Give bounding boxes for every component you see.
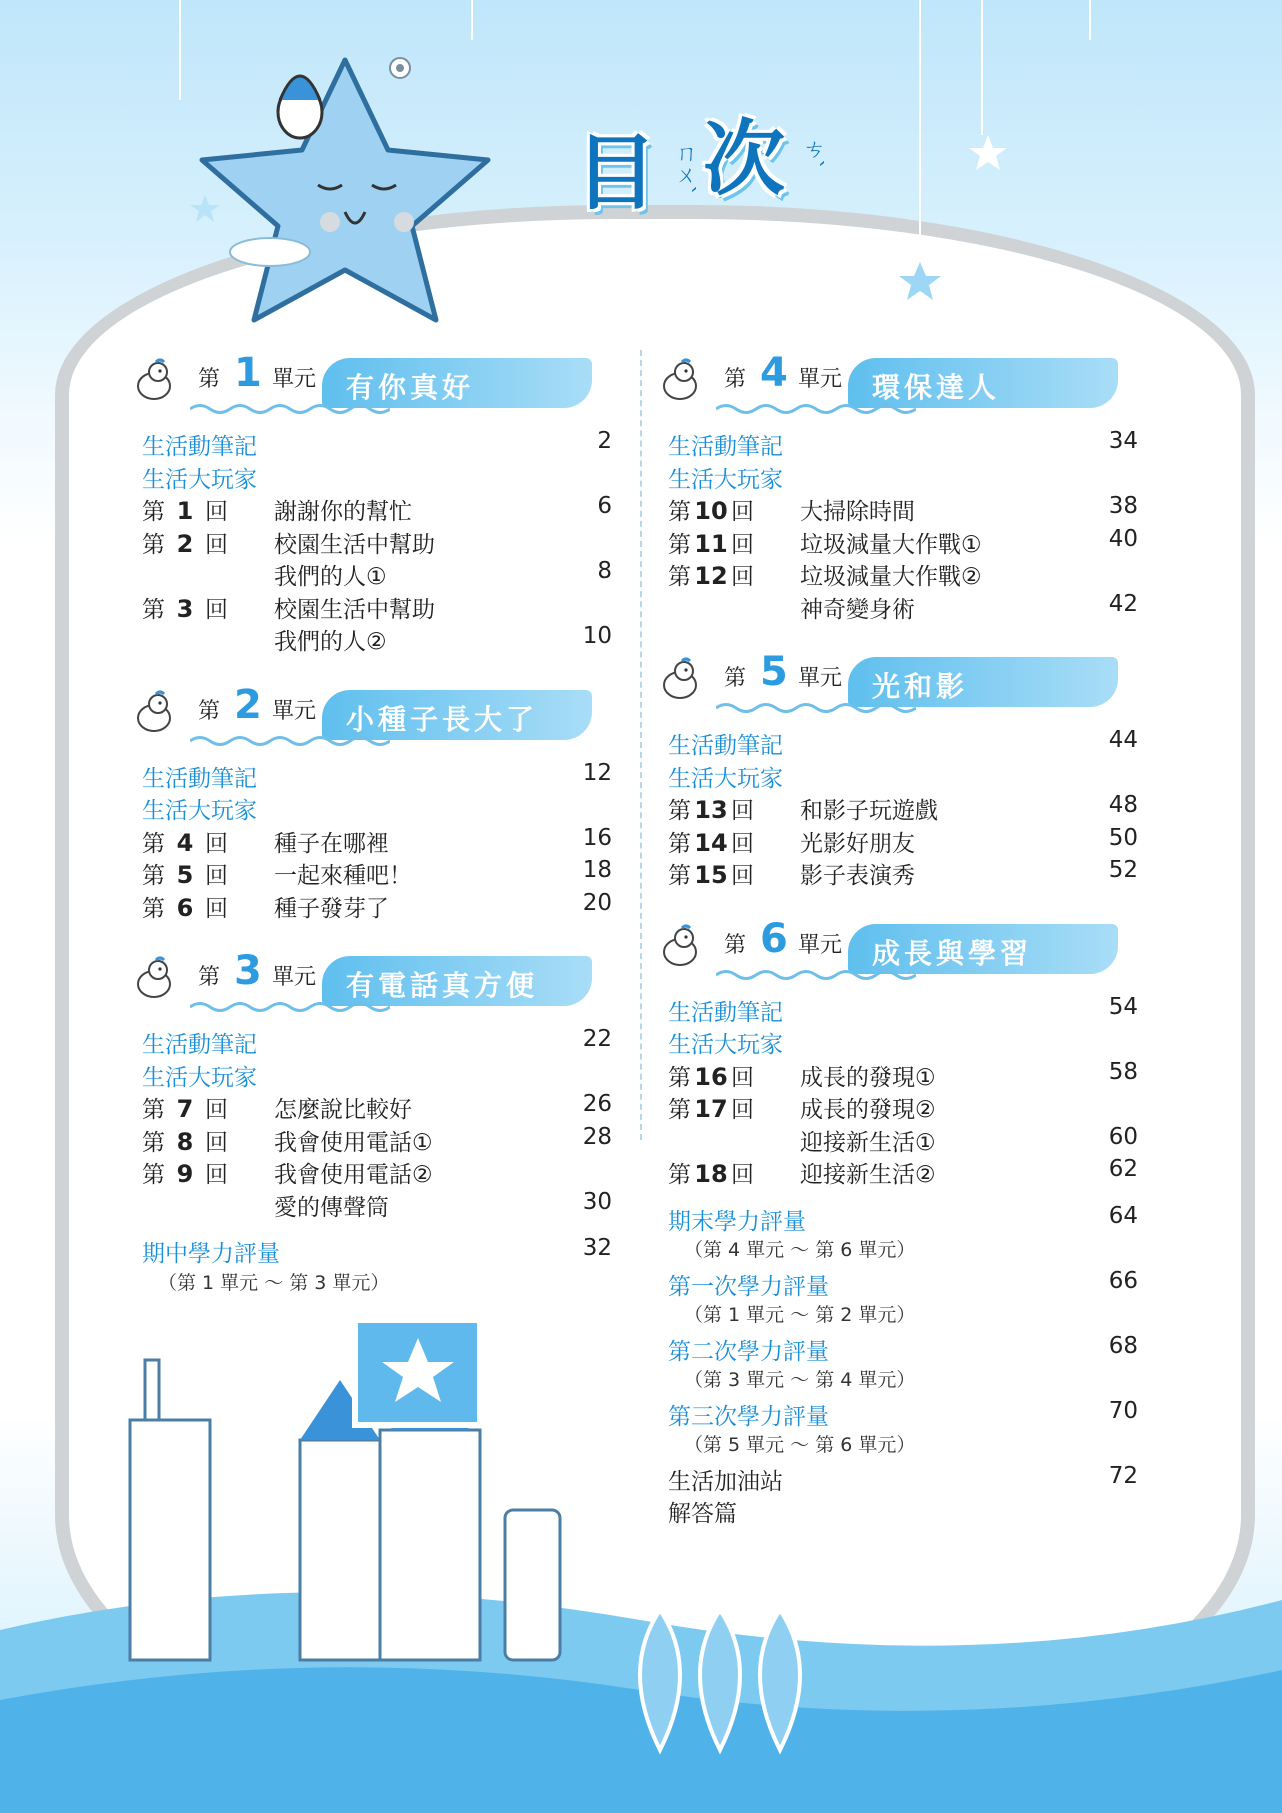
page-number: 52 bbox=[1108, 857, 1138, 883]
unit-title-banner bbox=[322, 690, 592, 740]
page-number: 66 bbox=[1108, 1267, 1138, 1294]
lesson-title: 種子發芽了 bbox=[274, 895, 389, 922]
lesson-number bbox=[142, 1156, 228, 1189]
title-char-1: 目 bbox=[575, 126, 658, 221]
toc-row[interactable] bbox=[668, 725, 1138, 758]
city-illustration bbox=[0, 1300, 1282, 1813]
page-number: 64 bbox=[1108, 1202, 1138, 1229]
lesson-pre: 第 bbox=[142, 596, 165, 623]
lesson-number bbox=[142, 493, 228, 526]
toc-entry-text: 第三次學力評量 bbox=[668, 1403, 829, 1430]
lesson-pre: 第 bbox=[668, 531, 691, 558]
lesson-pre: 第 bbox=[142, 1129, 165, 1156]
lesson-row[interactable] bbox=[142, 1122, 612, 1155]
page-number: 2 bbox=[597, 428, 612, 454]
lesson-post: 回 bbox=[731, 564, 754, 590]
star-icon bbox=[190, 195, 220, 222]
toc-entry-text: 生活動筆記 bbox=[142, 765, 257, 792]
lesson-title: 迎接新生活② bbox=[800, 1162, 936, 1188]
toc-entry-text: 生活大玩家 bbox=[142, 798, 257, 824]
lesson-pre: 第 bbox=[142, 863, 165, 889]
lesson-row[interactable] bbox=[142, 524, 612, 557]
toc-row[interactable] bbox=[668, 589, 1138, 622]
lesson-title: 怎麼說比較好 bbox=[274, 1097, 412, 1123]
lesson-row[interactable] bbox=[668, 790, 1138, 823]
unit-number: 3 bbox=[234, 948, 262, 994]
unit-header bbox=[142, 682, 612, 752]
page-number: 12 bbox=[582, 759, 612, 786]
lesson-pre: 第 bbox=[668, 1064, 691, 1091]
toc-row[interactable] bbox=[142, 556, 612, 589]
toc-entry-text: 生活加油站 bbox=[668, 1468, 783, 1495]
wave-decoration-icon bbox=[716, 402, 916, 416]
unit-title: 成長與學習 bbox=[872, 936, 1033, 970]
lesson-pre: 第 bbox=[142, 499, 165, 525]
unit-title-banner bbox=[322, 358, 592, 408]
wave-decoration-icon bbox=[190, 734, 390, 748]
toc-row[interactable] bbox=[668, 758, 1138, 791]
unit-header bbox=[668, 649, 1138, 719]
lesson-title-continued: 我們的人① bbox=[274, 564, 387, 590]
lesson-number bbox=[668, 558, 754, 591]
lesson-pre: 第 bbox=[142, 895, 165, 922]
lesson-row[interactable] bbox=[668, 823, 1138, 856]
lesson-number bbox=[668, 857, 754, 890]
lesson-title-continued: 我們的人② bbox=[274, 629, 387, 655]
page-number: 68 bbox=[1108, 1332, 1138, 1359]
bird-icon bbox=[130, 956, 176, 1002]
lesson-post: 回 bbox=[205, 1097, 228, 1123]
bird-icon bbox=[656, 657, 702, 703]
lesson-pre: 第 bbox=[668, 1162, 691, 1188]
lesson-number bbox=[142, 825, 228, 858]
lesson-pre: 第 bbox=[668, 499, 691, 525]
lesson-row[interactable] bbox=[142, 855, 612, 888]
title-char-2: 次 bbox=[703, 112, 786, 207]
toc-entry-text: 生活動筆記 bbox=[668, 733, 783, 759]
lesson-num: 17 bbox=[694, 1095, 728, 1123]
toc-row[interactable] bbox=[142, 1233, 612, 1266]
toc-left-column bbox=[142, 350, 612, 1298]
unit-label-pre: 第 bbox=[724, 367, 747, 392]
lesson-post: 回 bbox=[205, 499, 228, 525]
lesson-num: 11 bbox=[694, 529, 728, 558]
unit-number: 1 bbox=[234, 350, 262, 396]
page-number: 44 bbox=[1108, 727, 1138, 753]
page-number: 26 bbox=[582, 1091, 612, 1117]
lesson-post: 回 bbox=[205, 895, 228, 922]
toc-row[interactable] bbox=[668, 1233, 1138, 1266]
unit-label-pre: 第 bbox=[724, 666, 747, 691]
lesson-pre: 第 bbox=[142, 1097, 165, 1123]
star-icon bbox=[899, 262, 941, 300]
lesson-title: 謝謝你的幫忙 bbox=[274, 499, 412, 525]
toc-entry-text: 第二次學力評量 bbox=[668, 1338, 829, 1365]
toc-entry-text: 期末學力評量 bbox=[668, 1208, 806, 1235]
toc-row[interactable] bbox=[142, 1057, 612, 1090]
lesson-post: 回 bbox=[731, 798, 754, 824]
lesson-num: 18 bbox=[694, 1160, 728, 1188]
lesson-row[interactable] bbox=[668, 524, 1138, 557]
unit-header bbox=[668, 350, 1138, 420]
lesson-num: 4 bbox=[176, 828, 194, 857]
lesson-pre: 第 bbox=[668, 798, 691, 824]
lesson-post: 回 bbox=[205, 1129, 228, 1156]
lesson-title-continued: 愛的傳聲筒 bbox=[274, 1194, 389, 1221]
lesson-number bbox=[668, 792, 754, 825]
page-number: 32 bbox=[582, 1235, 612, 1261]
page-number: 22 bbox=[582, 1026, 612, 1052]
wave-decoration-icon bbox=[716, 701, 916, 715]
lesson-row[interactable] bbox=[142, 823, 612, 856]
toc-entry-text: 解答篇 bbox=[668, 1501, 737, 1527]
lesson-number bbox=[668, 1091, 754, 1124]
lesson-post: 回 bbox=[731, 1064, 754, 1091]
unit-title: 有你真好 bbox=[346, 371, 475, 404]
lesson-num: 3 bbox=[176, 594, 194, 623]
wave-decoration-icon bbox=[190, 1000, 390, 1014]
lesson-number bbox=[142, 591, 228, 624]
star-sign-icon bbox=[355, 1320, 480, 1425]
lesson-num: 6 bbox=[176, 893, 194, 922]
toc-row[interactable] bbox=[668, 992, 1138, 1025]
lesson-number bbox=[142, 526, 228, 559]
page-number: 16 bbox=[582, 824, 612, 851]
toc-row[interactable] bbox=[142, 621, 612, 654]
lesson-num: 15 bbox=[694, 861, 728, 889]
toc-row[interactable] bbox=[668, 426, 1138, 459]
lesson-row[interactable] bbox=[668, 1089, 1138, 1122]
lesson-num: 2 bbox=[176, 529, 194, 558]
page-number: 58 bbox=[1108, 1058, 1138, 1085]
flower-icon bbox=[390, 58, 410, 78]
lesson-title-continued: 神奇變身術 bbox=[800, 596, 915, 623]
lesson-title: 成長的發現② bbox=[800, 1097, 936, 1123]
lesson-title-continued: 迎接新生活① bbox=[800, 1129, 936, 1156]
page-number: 18 bbox=[582, 857, 612, 883]
page-number: 10 bbox=[582, 623, 612, 649]
unit-number: 5 bbox=[760, 649, 788, 695]
page-number: 8 bbox=[597, 558, 612, 584]
lesson-num: 14 bbox=[694, 828, 728, 857]
lesson-title: 校園生活中幫助 bbox=[274, 596, 435, 623]
bird-icon bbox=[130, 690, 176, 736]
toc-entry-text: 生活動筆記 bbox=[668, 999, 783, 1026]
lesson-num: 1 bbox=[176, 497, 194, 525]
lesson-post: 回 bbox=[731, 1097, 754, 1123]
unit-label-post: 單元 bbox=[798, 367, 843, 392]
unit-label-post: 單元 bbox=[272, 367, 317, 392]
toc-entry-text: 生活大玩家 bbox=[668, 765, 783, 792]
toc-row[interactable] bbox=[668, 1201, 1138, 1234]
lesson-post: 回 bbox=[205, 596, 228, 623]
lesson-post: 回 bbox=[731, 1162, 754, 1188]
toc-entry-text: 生活動筆記 bbox=[142, 1032, 257, 1058]
unit-label-post: 單元 bbox=[798, 932, 843, 958]
lesson-pre: 第 bbox=[142, 1162, 165, 1188]
toc-row[interactable] bbox=[668, 1266, 1138, 1299]
unit-title-banner bbox=[322, 956, 592, 1006]
page-number: 54 bbox=[1108, 993, 1138, 1020]
lesson-row[interactable] bbox=[668, 1154, 1138, 1187]
lesson-number bbox=[142, 1124, 228, 1157]
unit-label-pre: 第 bbox=[198, 698, 221, 724]
unit-title: 小種子長大了 bbox=[346, 702, 539, 736]
tree-icon bbox=[640, 1610, 800, 1750]
lesson-row[interactable] bbox=[142, 491, 612, 524]
toc-row[interactable] bbox=[142, 1187, 612, 1220]
unit-title: 有電話真方便 bbox=[346, 969, 539, 1002]
unit-number: 6 bbox=[760, 915, 788, 962]
lesson-post: 回 bbox=[731, 499, 754, 525]
column-divider bbox=[640, 350, 642, 1140]
title-zhuyin-1: ㄇㄨˋ bbox=[672, 141, 697, 196]
toc-row[interactable] bbox=[668, 1024, 1138, 1057]
unit-title: 環保達人 bbox=[872, 371, 1001, 404]
lesson-row[interactable] bbox=[142, 589, 612, 622]
title-zhuyin-2: ㄘˋ bbox=[800, 137, 825, 170]
lesson-num: 13 bbox=[694, 796, 728, 824]
wave-decoration-icon bbox=[716, 968, 916, 982]
section-spacer bbox=[142, 920, 612, 948]
section-spacer bbox=[668, 888, 1138, 916]
page-number: 60 bbox=[1108, 1123, 1138, 1150]
lesson-title: 垃圾減量大作戰① bbox=[800, 531, 982, 558]
lesson-title: 和影子玩遊戲 bbox=[800, 798, 938, 824]
lesson-num: 10 bbox=[694, 497, 728, 525]
toc-entry-text: 生活大玩家 bbox=[668, 466, 783, 493]
lesson-row[interactable] bbox=[142, 1089, 612, 1122]
unit-label-pre: 第 bbox=[198, 367, 221, 392]
toc-entry-text: （第 1 單元 ～ 第 2 單元） bbox=[684, 1304, 916, 1326]
lesson-number bbox=[142, 890, 228, 923]
toc-row[interactable] bbox=[142, 1024, 612, 1057]
lesson-number bbox=[668, 526, 754, 559]
lesson-title: 光影好朋友 bbox=[800, 830, 915, 857]
lesson-number bbox=[668, 825, 754, 858]
lesson-number bbox=[668, 1059, 754, 1092]
page-number: 34 bbox=[1108, 428, 1138, 454]
toc-row[interactable] bbox=[142, 1266, 612, 1299]
toc-row[interactable] bbox=[668, 1122, 1138, 1155]
lesson-number bbox=[668, 493, 754, 526]
lesson-row[interactable] bbox=[142, 888, 612, 921]
lesson-post: 回 bbox=[205, 531, 228, 558]
lesson-number bbox=[142, 857, 228, 890]
bird-icon bbox=[656, 924, 702, 970]
lesson-pre: 第 bbox=[668, 830, 691, 857]
page-number: 30 bbox=[582, 1188, 612, 1215]
toc-entry-text: （第 4 單元 ～ 第 6 單元） bbox=[684, 1239, 916, 1261]
wave-decoration-icon bbox=[190, 402, 390, 416]
toc-entry-text: 生活動筆記 bbox=[668, 434, 783, 460]
unit-label-post: 單元 bbox=[272, 965, 317, 990]
page-number: 70 bbox=[1108, 1397, 1138, 1424]
lesson-row[interactable] bbox=[668, 1057, 1138, 1090]
page-title bbox=[575, 112, 895, 235]
lesson-title: 大掃除時間 bbox=[800, 499, 915, 525]
unit-label-post: 單元 bbox=[798, 666, 843, 691]
toc-row[interactable] bbox=[142, 459, 612, 492]
unit-label-pre: 第 bbox=[724, 932, 747, 958]
toc-entry-text: 第一次學力評量 bbox=[668, 1273, 829, 1300]
page-number: 62 bbox=[1108, 1156, 1138, 1182]
lesson-title: 種子在哪裡 bbox=[274, 830, 389, 857]
unit-title-banner bbox=[848, 657, 1118, 707]
lesson-num: 5 bbox=[176, 861, 194, 889]
lesson-pre: 第 bbox=[668, 1097, 691, 1123]
bird-icon bbox=[656, 358, 702, 404]
lesson-num: 8 bbox=[176, 1127, 194, 1156]
lesson-row[interactable] bbox=[668, 491, 1138, 524]
toc-entry-text: 生活大玩家 bbox=[668, 1032, 783, 1058]
lesson-row[interactable] bbox=[668, 855, 1138, 888]
lesson-post: 回 bbox=[205, 1162, 228, 1188]
unit-header bbox=[668, 916, 1138, 986]
lesson-post: 回 bbox=[731, 830, 754, 857]
lesson-title: 影子表演秀 bbox=[800, 863, 915, 889]
lesson-title: 垃圾減量大作戰② bbox=[800, 564, 982, 590]
toc-entry-text: 期中學力評量 bbox=[142, 1241, 280, 1267]
lesson-pre: 第 bbox=[668, 564, 691, 590]
lesson-title: 成長的發現① bbox=[800, 1064, 936, 1091]
page-number: 50 bbox=[1108, 824, 1138, 851]
section-spacer bbox=[142, 654, 612, 682]
section-spacer bbox=[668, 621, 1138, 649]
lesson-number bbox=[668, 1156, 754, 1189]
toc-row[interactable] bbox=[142, 790, 612, 823]
lesson-number bbox=[142, 1091, 228, 1124]
unit-number: 2 bbox=[234, 681, 262, 728]
unit-number: 4 bbox=[760, 350, 788, 396]
page-number: 38 bbox=[1108, 493, 1138, 519]
lesson-num: 7 bbox=[176, 1095, 194, 1123]
unit-title: 光和影 bbox=[872, 670, 969, 703]
toc-entry-text: 生活大玩家 bbox=[142, 1064, 257, 1091]
unit-title-banner bbox=[848, 924, 1118, 974]
page-number: 20 bbox=[582, 889, 612, 916]
lesson-row[interactable] bbox=[142, 1154, 612, 1187]
page-number: 28 bbox=[582, 1123, 612, 1150]
toc-row[interactable] bbox=[142, 426, 612, 459]
page-number: 42 bbox=[1108, 590, 1138, 617]
toc-entry-text: 生活大玩家 bbox=[142, 466, 257, 493]
unit-title-banner bbox=[848, 358, 1118, 408]
page-number: 40 bbox=[1108, 525, 1138, 552]
lesson-post: 回 bbox=[731, 531, 754, 558]
bird-icon bbox=[130, 358, 176, 404]
unit-label-post: 單元 bbox=[272, 698, 317, 724]
page-number: 72 bbox=[1108, 1462, 1138, 1489]
toc-entry-text: （第 5 單元 ～ 第 6 單元） bbox=[684, 1434, 916, 1456]
star-character-icon bbox=[202, 60, 488, 320]
toc-entry-text: （第 3 單元 ～ 第 4 單元） bbox=[684, 1369, 916, 1391]
lesson-row[interactable] bbox=[668, 556, 1138, 589]
star-icon bbox=[969, 135, 1007, 170]
lesson-post: 回 bbox=[205, 863, 228, 889]
toc-row[interactable] bbox=[668, 459, 1138, 492]
toc-entry-text: （第 1 單元 ～ 第 3 單元） bbox=[158, 1271, 390, 1294]
toc-entry-text: 生活動筆記 bbox=[142, 434, 257, 460]
lesson-pre: 第 bbox=[142, 830, 165, 857]
lesson-num: 16 bbox=[694, 1062, 728, 1091]
lesson-num: 9 bbox=[176, 1160, 194, 1188]
lesson-num: 12 bbox=[694, 562, 728, 590]
unit-header bbox=[142, 350, 612, 420]
page-number: 6 bbox=[597, 493, 612, 519]
toc-row[interactable] bbox=[142, 758, 612, 791]
lesson-pre: 第 bbox=[668, 863, 691, 889]
lesson-title: 我會使用電話① bbox=[274, 1129, 433, 1156]
lesson-title: 校園生活中幫助 bbox=[274, 531, 435, 558]
lesson-title: 我會使用電話② bbox=[274, 1162, 433, 1188]
lesson-title: 一起來種吧！ bbox=[274, 863, 412, 889]
unit-header bbox=[142, 948, 612, 1018]
unit-label-pre: 第 bbox=[198, 965, 221, 990]
lesson-post: 回 bbox=[205, 830, 228, 857]
page-number: 48 bbox=[1108, 792, 1138, 818]
lesson-post: 回 bbox=[731, 863, 754, 889]
lesson-pre: 第 bbox=[142, 531, 165, 558]
